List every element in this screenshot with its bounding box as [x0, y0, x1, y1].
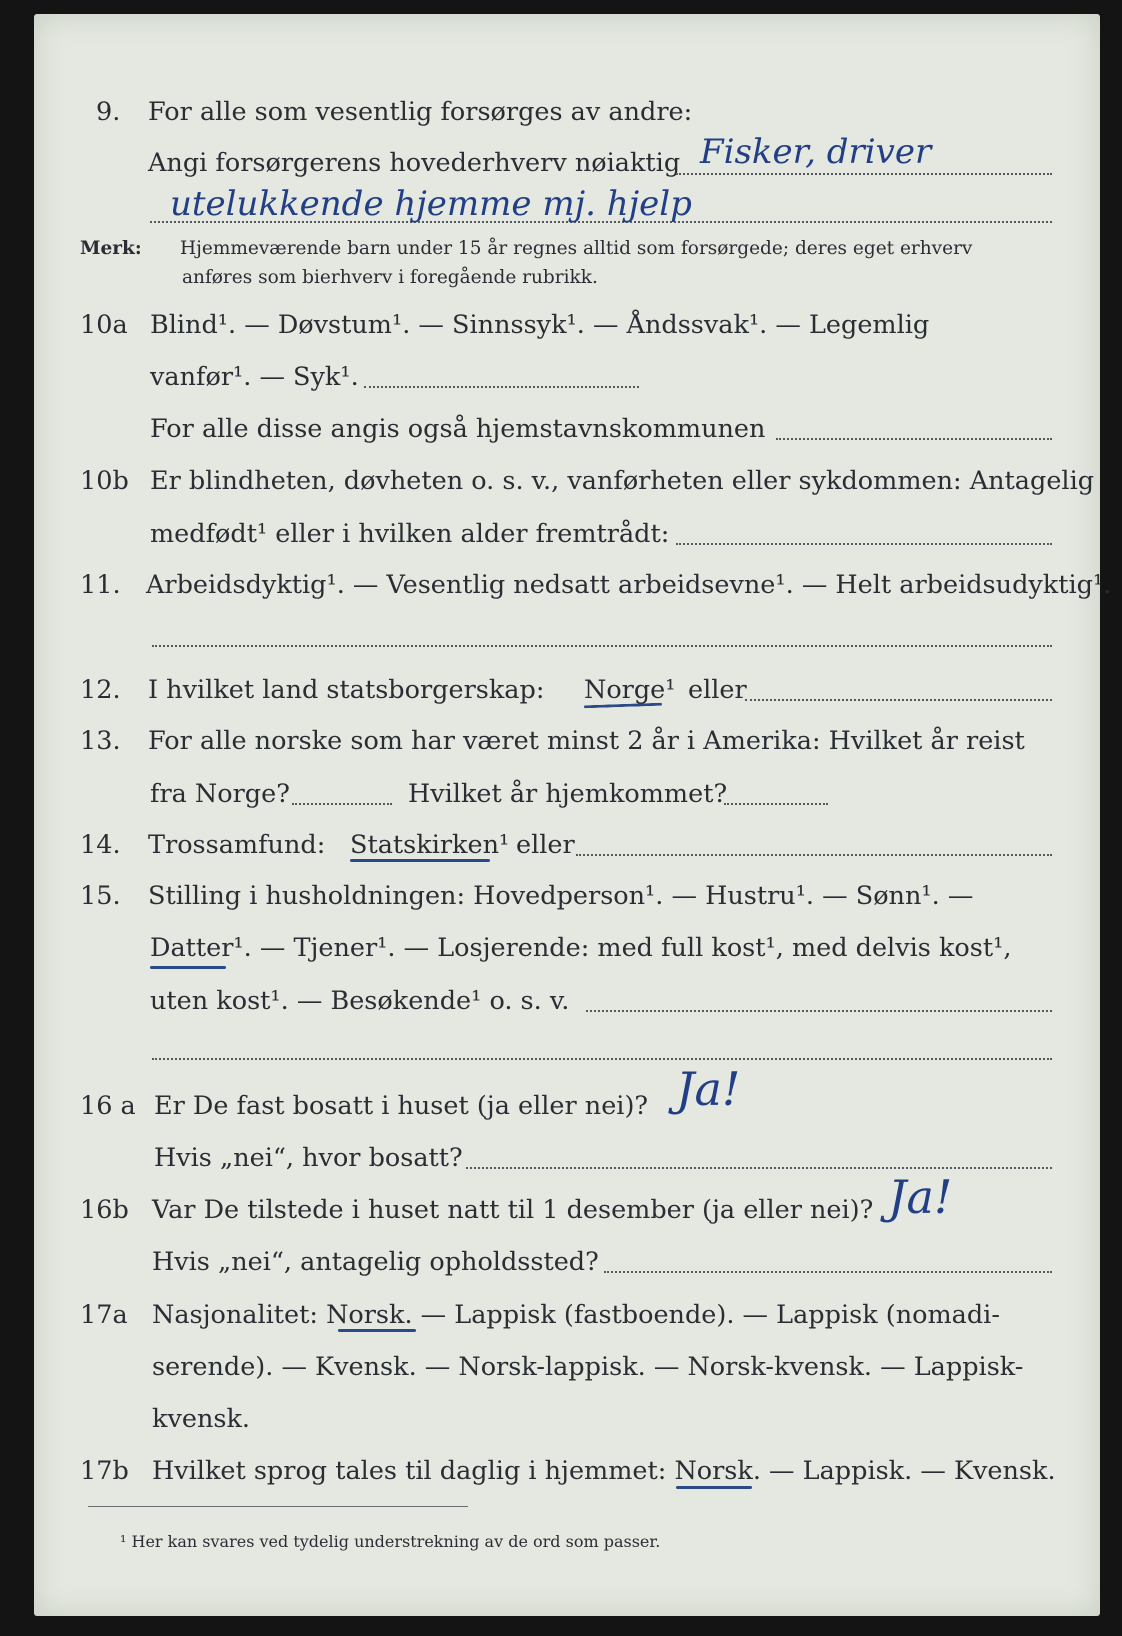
q15-question: Stilling i husholdningen: Hovedperson¹. — Hustru¹. — Sønn¹. — — [148, 881, 974, 911]
q9-question-line2: Angi forsørgerens hovederhverv nøiaktig — [148, 148, 681, 178]
footnote-row — [0, 1527, 1122, 1557]
q11-answer-blank — [152, 645, 1052, 647]
q13-question-reist: fra Norge? — [150, 779, 290, 809]
q11-row1 — [0, 565, 1122, 605]
q16b-row2 — [0, 1242, 1122, 1282]
q16a-line2-blank — [466, 1167, 1052, 1169]
q10b-row2 — [0, 514, 1122, 554]
q9-number: 9. — [96, 97, 121, 127]
q16b-row1 — [0, 1190, 1122, 1230]
q10b-row1 — [0, 461, 1122, 501]
q12-option-eller: eller — [688, 675, 747, 705]
q16b-line2-blank — [604, 1271, 1052, 1273]
q10a-number: 10a — [80, 310, 128, 340]
merk-text: Hjemmeværende barn under 15 år regnes alltid som forsørgede; deres eget erhverv — [180, 238, 973, 259]
q16b-handwritten-answer: Ja! — [888, 1170, 953, 1224]
q17b-number: 17b — [80, 1456, 129, 1486]
q15-question-line3: uten kost¹. — Besøkende¹ o. s. v. — [150, 986, 570, 1016]
q14-row1 — [0, 825, 1122, 865]
q10a-question: Blind¹. — Døvstum¹. — Sinnssyk¹. — Åndssvak¹. — Legemlig — [150, 310, 930, 340]
q9-question: For alle som vesentlig forsørges av andre: — [148, 97, 693, 127]
q10b-number: 10b — [80, 466, 129, 496]
q16a-question: Er De fast bosatt i huset (ja eller nei)? — [154, 1091, 649, 1121]
q12-question: I hvilket land statsborgerskap: — [148, 675, 545, 705]
q10b-question: Er blindheten, døvheten o. s. v., vanførheten eller sykdommen: Antagelig — [150, 466, 1095, 496]
q14-option-eller: eller — [516, 830, 575, 860]
q17a-question-line2: serende). — Kvensk. — Norsk-lappisk. — Norsk-kvensk. — Lappisk- — [152, 1352, 1024, 1382]
q16b-question-line2: Hvis „nei“, antagelig opholdssted? — [152, 1247, 599, 1277]
q9-handwritten-answer1: Fisker, driver — [700, 132, 932, 172]
q13-number: 13. — [80, 726, 121, 756]
merk-row2 — [0, 264, 1122, 292]
footnote-rule — [88, 1506, 468, 1507]
q17a-number: 17a — [80, 1300, 128, 1330]
q9-answer-line1 — [676, 173, 1052, 175]
q16a-row2 — [0, 1138, 1122, 1178]
q15-number: 15. — [80, 881, 121, 911]
q13-question: For alle norske som har været minst 2 år i Amerika: Hvilket år reist — [148, 726, 1025, 756]
q10a-line2-blank — [364, 386, 639, 388]
merk-label: Merk: — [80, 238, 142, 259]
q11-number: 11. — [80, 570, 121, 600]
q10b-question-line2: medfødt¹ eller i hvilken alder fremtrådt: — [150, 519, 670, 549]
q17a-row3 — [0, 1399, 1122, 1439]
q12-answer-blank — [745, 699, 1052, 701]
q13-row2 — [0, 774, 1122, 814]
q17a-row2 — [0, 1347, 1122, 1387]
q13-row1 — [0, 721, 1122, 761]
footnote: ¹ Her kan svares ved tydelig understrekning av de ord som passer. — [120, 1532, 661, 1551]
q16a-question-line2: Hvis „nei“, hvor bosatt? — [154, 1143, 463, 1173]
q17a-norsk-underline — [338, 1329, 416, 1332]
q10b-line2-blank — [676, 543, 1052, 545]
q9-row1 — [0, 92, 1122, 132]
q12-row1 — [0, 670, 1122, 710]
q17b-norsk-underline — [676, 1486, 752, 1489]
q15-row1 — [0, 876, 1122, 916]
q15-extra-blank — [152, 1058, 1052, 1060]
q10a-row1 — [0, 305, 1122, 345]
q12-number: 12. — [80, 675, 121, 705]
q17b-row1 — [0, 1451, 1122, 1491]
q15-row3 — [0, 981, 1122, 1021]
q14-number: 14. — [80, 830, 121, 860]
q13-question-hjemkommet: Hvilket år hjemkommet? — [408, 779, 728, 809]
q16a-handwritten-answer: Ja! — [676, 1062, 741, 1116]
q16a-row1 — [0, 1086, 1122, 1126]
q15-question-line2: Datter¹. — Tjener¹. — Losjerende: med full kost¹, med delvis kost¹, — [150, 933, 1012, 963]
merk-row1 — [0, 235, 1122, 263]
q16a-number: 16 a — [80, 1091, 136, 1121]
q10a-row2 — [0, 357, 1122, 397]
q12-option-norge: Norge¹ — [584, 675, 676, 705]
q14-option-statskirken: Statskirken¹ — [350, 830, 510, 860]
q15-line3-blank — [586, 1010, 1052, 1012]
q17b-question: Hvilket sprog tales til daglig i hjemmet: Norsk. — Lappisk. — Kvensk. — [152, 1456, 1056, 1486]
q9-handwritten-answer2: utelukkende hjemme mj. hjelp — [170, 184, 692, 224]
q13-reist-blank — [292, 803, 392, 805]
q10a-line3-blank — [776, 438, 1052, 440]
q10a-row3 — [0, 409, 1122, 449]
q14-statskirken-underline — [350, 859, 490, 862]
q14-answer-blank — [576, 854, 1052, 856]
merk-text-line2: anføres som bierhverv i foregående rubrikk. — [182, 267, 598, 288]
q9-row2 — [0, 143, 1122, 183]
q10a-question-line3: For alle disse angis også hjemstavnskommunen — [150, 414, 766, 444]
q14-question: Trossamfund: — [148, 830, 326, 860]
q11-question: Arbeidsdyktig¹. — Vesentlig nedsatt arbeidsevne¹. — Helt arbeidsudyktig¹. — [146, 570, 1112, 600]
q15-datter-underline — [150, 966, 226, 969]
q16b-number: 16b — [80, 1195, 129, 1225]
q16b-question: Var De tilstede i huset natt til 1 desember (ja eller nei)? — [152, 1195, 874, 1225]
q17a-question-line3: kvensk. — [152, 1404, 251, 1434]
q10a-question-line2: vanfør¹. — Syk¹. — [150, 362, 359, 392]
q13-hjemkommet-blank — [724, 803, 828, 805]
q17a-row1 — [0, 1295, 1122, 1335]
q17a-question: Nasjonalitet: Norsk. — Lappisk (fastboende). — Lappisk (nomadi- — [152, 1300, 1000, 1330]
q15-row2 — [0, 928, 1122, 968]
